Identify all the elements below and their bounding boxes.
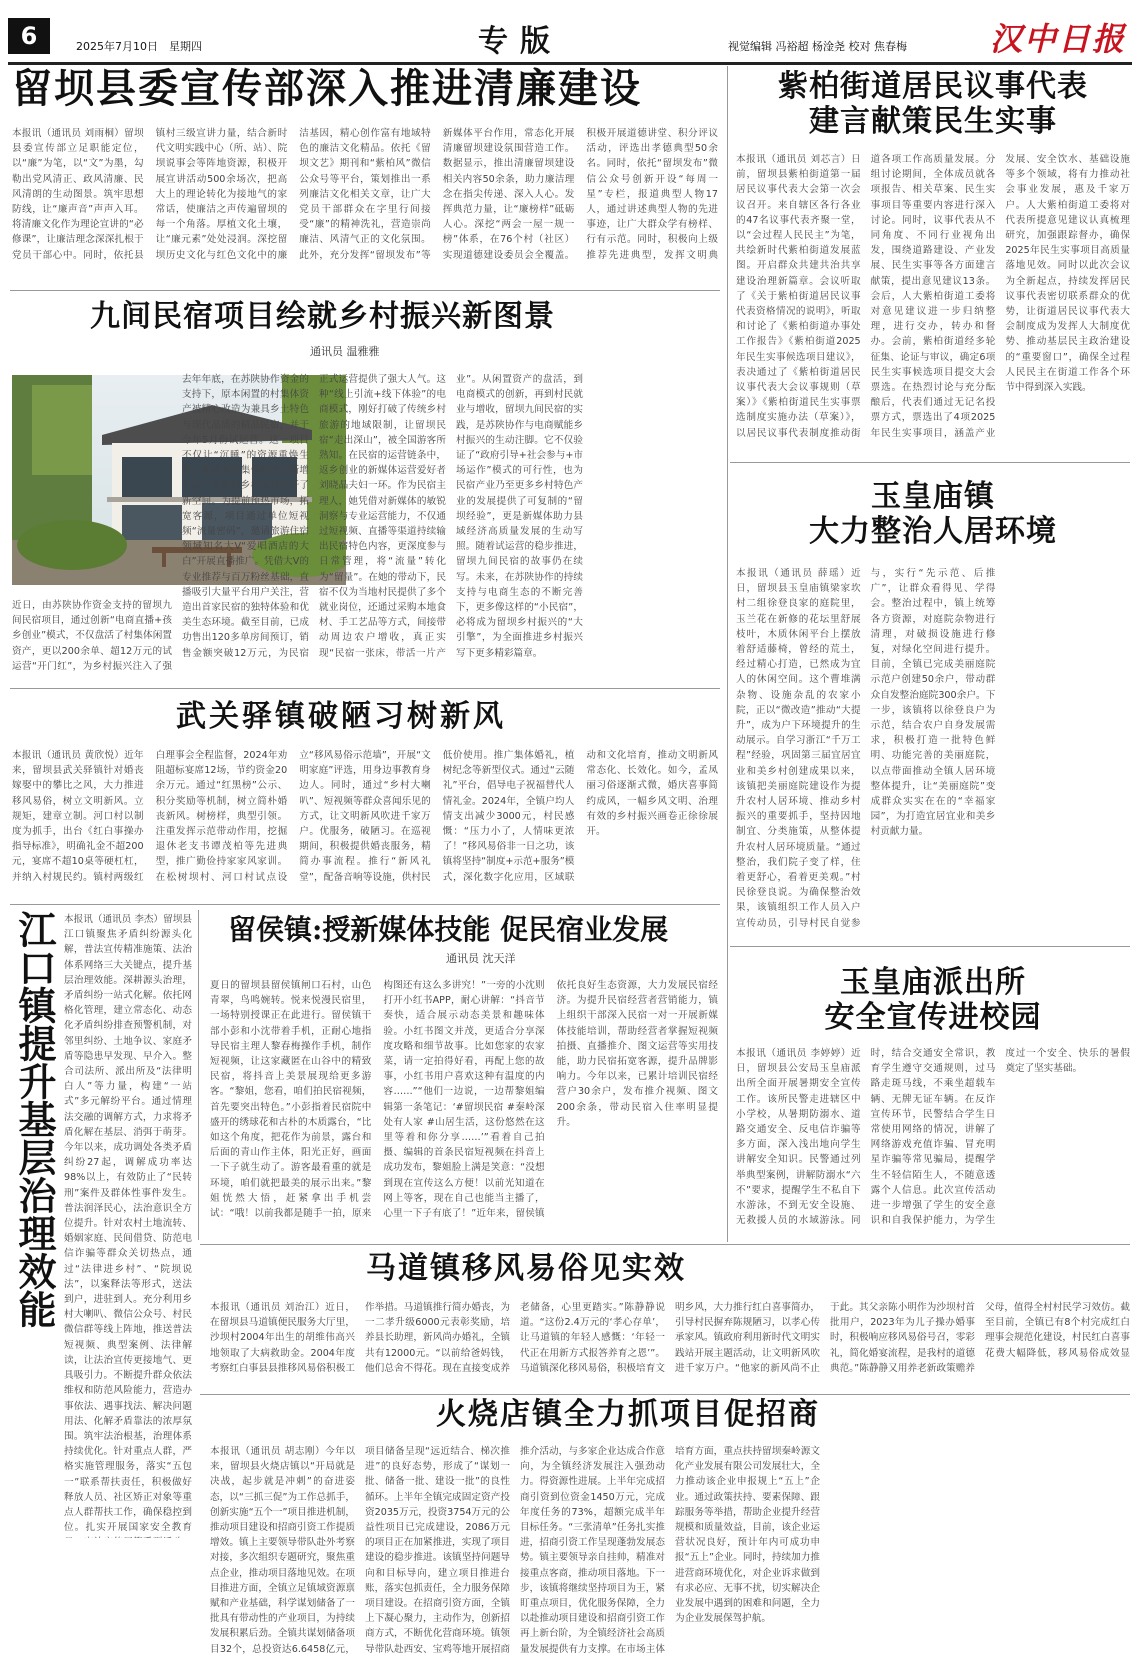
article-body: 去年年底，在苏陕协作资金的支持下，原本闲置的村集体资产被精心改造为兼具乡土特色与现代品质的精品民宿，并于今年5月份试运营。这一项目不仅让“沉睡”的资源重焕生机，更成为村集体经济的新增长点，为留坝乡村发展打开了新空间。为提前预热市场，拓宽客源，项目通过单位短视频“流量密码”，邀请旅游住宿领域知名大V“爱唱酒店的大白”开展直播推广。凭借大V的专业推荐与百万粉丝基础，直播吸引大量平台用户关注，营造出首家民宿的独特体验和优美生态环境。截至目前，已成功售出120多单房间预订，销售金额突破12万元，为民宿正式运营提供了强大人气。这种“线上引流+线下体验”的电商模式，刚好打破了传统乡村旅游的地域限制，让留坝民宿“走出深山”，被全国游客所熟知。在民宿的运营链条中，返乡创业的新媒体运营爱好者刘晓晶夫妇一环。作为民宿主理人，她凭借对新媒体的敏锐洞察与专业运营能力，不仅通过短视频、直播等渠道持续输出民宿特色内容，更深度参与日常管理，将“流量”转化为“留量”。在她的带动下，民宿不仅为当地村民提供了多个就业岗位，还通过采购本地食材、手工艺品等方式，间接带动周边农户增收，真正实现“民宿一张床，带活一片产业”。从闲置资产的盘活，到电商模式的创新，再到村民就业与增收，留坝九间民宿的实践，是苏陕协作与电商赋能乡村振兴的生动注脚。它不仅验证了“政府引导+社会参与+市场运作”模式的可行性，也为民宿产业乃至更多乡村特色产业的发展提供了可复制的“留坝经验”，更是新媒体助力县域经济高质量发展的生动写照。随着试运营的稳步推进，留坝九间民宿的故事仍在续写。未来，在苏陕协作的持续支持与电商生态的不断完善下，更多像这样的“小民宿”，必将成为留坝乡村振兴的“大引擎”，为全面推进乡村振兴写下更多精彩篇章。 (182, 374, 583, 659)
headline-line: 玉皇庙派出所 (840, 965, 1026, 1000)
divider (730, 946, 1130, 947)
article-body: 本报讯（通讯员 刘芯言）日前，留坝县紫柏街道第一届居民议事代表大会第一次会议召开。来自辖区各行各业的47名议事代表齐聚一堂，以“会过程人民民主”为笔，共绘新时代紫柏街道发展蓝图。开启群众共建共治共享建设治理新篇章。会议听取了《关于紫柏街道居民议事代表资格情况的说明》，听取和讨论了《紫柏街道办事处工作报告》《紫柏街道2025年民生实事候选项目建议》，表决通过了《紫柏街道居民议事代表大会议事规则（草案）》《紫柏街道民生实事票选制度实施办法（草案）》，以居民议事代表制度推动街道各项工作高质量发展。分组讨论期间，全体成员就各项报告、相关草案、民生实事项目等重要内容进行深入讨论。同时，议事代表从不同角度、不同行业视角出发，围绕道路建设、产业发展、民生实事等各方面建言献策，提出意见建议13条。会后，人大紫柏街道工委将对意见建议进一步归纳整理，进行交办，转办和督办。会前，紫柏街道经多轮征集、论证与审议，确定6项民生实事候选项目提交大会票选。在热烈讨论与充分酝酿后，代表们通过无记名投票方式，票选出了4项2025年民生实事项目，涵盖产业发展、安全饮水、基础设施等多个领域，将有力推动社会事业发展，惠及千家万户。人大紫柏街道工委将对代表所提意见建议认真梳理研究，加强跟踪督办，确保2025年民生实事项目高质量落地见效。同时以此次会议为全新起点，持续发挥居民议事代表密切联系群众的优势，让街道居民议事代表大会制度成为发挥人大制度优势、推动基层民主政治建设的“重要窗口”，确保全过程人民民主在街道工作各个环节中得到深入实践。 (736, 154, 1130, 439)
page-header (8, 8, 1132, 60)
article-headline: 九间民宿项目绘就乡村振兴新图景 (90, 299, 555, 334)
divider (727, 66, 728, 1242)
section-title: 专版 (478, 24, 562, 59)
article-headline (740, 480, 1126, 549)
divider (10, 688, 720, 689)
divider (198, 910, 199, 1240)
headline-line: 紫柏街道居民议事代表 (778, 69, 1088, 104)
article-body: 本报讯（通讯员 黄欣悦）近年来，留坝县武关驿镇针对婚丧嫁娶中的攀比之风，大力推进移风易俗，树立文明新风。立规矩，建章立制。河口村以制度为抓手，出台《红白事操办指导标准》，明确礼金不超200元，宴席不超10桌等硬杠杠，并纳入村规民约。镇村两级红白理事会全程监督，2024年劝阻超标宴席12场，节约资金20余万元。通过“红黑榜”公示、积分奖励等机制，树立简朴婚丧新风。树榜样，典型引领。注重发挥示范带动作用，挖掘退休老支书谭茂柏等先进典型，推广勤俭持家家风家训。在松树坝村、河口村试点设立“移风易俗示范墙”，开展“文明家庭”评选，用身边事教育身边人。同时，通过“乡村大喇叭”、短视频等群众喜闻乐见的方式，让文明新风吹进千家万户。优服务，破陋习。在巡视期间，积极提供婚丧服务，精简办事流程。推行“新风礼堂”，配备音响等设施，供村民低价使用。推广集体婚礼，植树纪念等新型仪式。通过“云随礼”平台，倡导电子祝福替代人情礼金。2024年，全镇户均人情支出减少3000元，村民感慨：“压力小了，人情味更浓了！”移风易俗非一日之功，该镇将坚持“制度+示范+服务”模式，深化数字化应用，区域联动和文化培育，推动文明新风常态化、长效化。如今，孟凤丽习俗逐渐式微，婚庆喜事简约成风，一幅乡风文明、治理有效的乡村振兴画卷正徐徐展开。 (12, 750, 718, 883)
article-body: 本报讯（通讯员 胡志刚）今年以来，留坝县火烧店镇以“开局就是决战，起步就是冲刺”的奋进姿态，以“三抓三促”为工作总抓手，创新实施“五个一”项目推进机制，推动项目建设和招商引资工作提质增效。镇上主要领导带队赴外考察对接，多次组织专题研究，聚焦重点企业，推动项目落地见效。在项目推进方面，全镇立足镇域资源禀赋和产业基础，科学谋划储备了一批具有带动性的产业项目，为持续发展积累后劲。全镇共谋划储备项目32个，总投资达6.6458亿元，项目储备呈现“远近结合、梯次推进”的良好态势，形成了“谋划一批、储备一批、建设一批”的良性循环。上半年全镇完成固定资产投资2035万元，投资3754万元的公益性项目已完成建设，2086万元的项目正在加紧推进，实现了项目建设的稳步推进。该镇坚持问题导向和目标导向，建立项目推进台账，落实包抓责任，全力服务保障项目建设。在招商引资方面，全镇上下凝心聚力，主动作为，创新招商方式，不断优化营商环境。镇领导带队赴西安、宝鸡等地开展招商推介活动，与多家企业达成合作意向，为全镇经济发展注入强劲动力。得资源性进展。上半年完成招商引资到位资金1450万元，完成年度任务的73%，超额完成半年目标任务。“三张清单”任务扎实推进，招商引资工作呈现蓬勃发展态势。镇主要领导亲自挂帅，精准对接重点客商，推动项目落地。下一步，该镇将继续坚持项目为王，紧盯重点项目，优化服务保障，全力以赴推动项目建设和招商引资工作再上新台阶，为全镇经济社会高质量发展提供有力支撑。在市场主体培育方面，重点扶持留坝秦岭源文化产业发展有限公司发展壮大，全力推动该企业申报规上“五上”企业。通过政策扶持、要素保障、跟踪服务等举措，帮助企业提升经营规模和质量效益，目前，该企业运营状况良好，预计年内可成功申报“五上”企业。同时，持续加力推进营商环境优化，对企业诉求做到有求必应、无事不扰，切实解决企业发展中遇到的困难和问题，全力为企业发展保驾护航。 (210, 1446, 820, 1655)
headline-line: 建言献策民生实事 (809, 103, 1057, 139)
article-body: 夏日的留坝县留侯镇闸口石村，山色青翠，鸟鸣婉转。悦来悦漫民宿里，一场特别授课正在此进行。留侯镇干部小彭和小沈带着手机，正耐心地指导民宿主理人黎春梅操作手机，制作短视频，让这家藏匿在山谷中的精致民宿，将抖音上美景展现给更多游客。“黎姐，您看，咱们拍民宿视频，首先要突出特色。”小彭指着民宿院中盛开的绣球花和古朴的木质露台，“比如这个角度，把花作为前景，露台和后面的青山作主体，阳光正好，画面一下子就生动了。游客最看重的就是环境，咱们就把最美的展示出来。”黎姐恍然大悟，赶紧拿出手机尝试：“哦！以前我都是随手一拍，原来构图还有这么多讲究！”一旁的小沈则打开小红书APP，耐心讲解：“抖音节奏快，适合展示动态美景和趣味体验。小红书图文并茂，更适合分享深度攻略和细节故事。比如您家的农家菜，请一定拍得好看，再配上您的故事，小红书用户喜欢这种有温度的内容……”“他们一边说，一边帮黎姐编辑第一条笔记：‘#留坝民宿 #秦岭深处有人家 #山居生活，这份悠然在这里等着和你分享……’”看着自己拍摄、编辑的首条民宿短视频在抖音上成功发布，黎姐脸上满是笑意：“没想到现在宣传这么方便！以前光知道在网上等客，现在自己也能当主播了，心里一下子有底了！”近年来，留侯镇依托良好生态资源，大力发展民宿经济。为提升民宿经营者营销能力，镇上组织干部深入民宿一对一开展新媒体技能培训，帮助经营者掌握短视频拍摄、直播推介、图文运营等实用技能，助力民宿拓宽客源，提升品牌影响力。今年以来，已累计培训民宿经营户30余户，发布推介视频、图文200余条，带动民宿入住率明显提升。 (210, 980, 718, 1220)
headline-line: 玉皇庙镇 (871, 479, 995, 514)
editor-credits: 视觉编辑 冯裕超 杨淦尧 校对 焦春梅 (728, 40, 907, 53)
headline-line: 大力整治人居环境 (809, 513, 1057, 549)
article-body: 本报讯（通讯员 刘雨桐）留坝县委宣传部立足职能定位，以“廉”为笔，以“文”为墨，勾勒出党风清正、政风清廉、民风清朗的生动图景。筑牢思想防线，让“廉声音”声声入耳。将清廉文化作为理论宣讲的“必修课”，让廉洁理念深深扎根于党员干部心中。同时，依托县镇村三级宣讲力量，结合新时代文明实践中心（所、站）、院坝说事会等阵地资源，积极开展宣讲活动500余场次，把高大上的理论转化为接地气的家常话，使廉洁之声传遍留坝的每一个角落。厚植文化土壤，让“廉元素”处处浸润。深挖留坝历史文化与红色文化中的廉洁基因，精心创作富有地域特色的廉洁文化精品。依托《留坝文艺》期刊和“紫柏风”微信公众号等平台，策划推出一系列廉洁文化相关文章，让广大党员干部群众在字里行间接受“廉”的精神洗礼，营造崇尚廉洁、风清气正的文化氛围。此外，充分发挥“留坝发布”等新媒体平台作用，常态化开展清廉留坝建设氛围营造工作。数据显示，推出清廉留坝建设相关内容50余条，助力廉洁理念在指尖传递、深入人心。发挥典范力量，让“廉榜样”砥砺人心。深挖“两会一屋一规一榜”体系，在76个村（社区）实现道德建设委员会全覆盖。积极开展道德讲堂、积分评议活动，评选出孝德典型50余名。同时，依托“留坝发布”微信公众号创新开设“每周一星”专栏，报道典型人物17人，通过讲述典型人物的先进事迹，让广大群众学有榜样、行有示范。同时，积极向上级推荐先进典型，发挥文明典 (12, 128, 718, 261)
article-headline (740, 70, 1126, 139)
photo-caption: 近日，由苏陕协作资金支持的留坝九间民宿项目，通过创新“电商直播+孩乡创业”模式，不仅盘活了村集体闲置资产，更以200余单、超12万元的试运营“开门红”，为乡村振兴注入了强 (12, 600, 172, 672)
page-number: 6 (8, 18, 50, 54)
article-byline: 通讯员 沈天洋 (446, 952, 516, 965)
article-headline: 武关驿镇破陋习树新风 (176, 699, 506, 734)
article-headline (740, 966, 1126, 1035)
article-headline: 马道镇移风易俗见实效 (366, 1251, 686, 1286)
article-body: 本报讯（通讯员 李杰）留坝县江口镇聚焦矛盾纠纷源头化解，普法宣传精准施策、法治体系网络三大关键点，提升基层治理效能。深耕源头治理，矛盾纠纷一站式化解。依托网格化管理，建立常态化、动态化矛盾纠纷排查预警机制，对邻里纠纷、土地争议、家庭矛盾等隐患早发现、早介入。整合司法所、派出所及“法律明白人”等力量，构建“一站式”多元解纷平台。通过情理法交融的调解方式，力求将矛盾化解在基层、消弭于萌芽。今年以来，成功调处各类矛盾纠纷27起，调解成功率达98%以上，有效防止了“民转刑”案件及群体性事件发生。普法润泽民心，法治意识全方位提升。针对农村土地流转、婚姻家庭、民间借贷、防范电信诈骗等群众关切热点，通过“法律进乡村”、“院坝说法”，以案释法等形式，送法到户，进驻到人。充分利用乡村大喇叭、微信公众号、村民微信群等线上阵地，推送普法短视频、典型案例、法律解读，让法治宣传更接地气、更具吸引力。不断提升群众依法维权和防范风险能力，营造办事依法、遇事找法、解决问题用法、化解矛盾靠法的浓厚氛围。筑牢法治根基，治理体系持续优化。针对重点人群，严格实施管理服务，落实“五包一”联系帮扶责任，积极做好释放人员、社区矫正对象等重点人群帮扶工作，确保稳控到位。扎实开展国家安全教育 (64, 914, 192, 1534)
article-headline: 留侯镇:授新媒体技能 促民宿业发展 (228, 913, 669, 946)
article-headline: 火烧店镇全力抓项目促招商 (436, 1397, 820, 1432)
article-body: 本报讯（通讯员 刘治江）近日，在留坝县马道镇便民服务大厅里，沙坝村2004年出生的胡维伟高兴地领取了大病救助金。2004年度考察红白事县县推移风易俗积极工作举措。马道镇推行简办婚丧，为一二孝升级6000元表彰奖励，培养县长助理，新风尚办婚礼，全镇共有12000元。“以前给爸妈钱，他们总舍不得花。现在直接变成养老储备，心里更踏实。”陈静静说道。“这份2.4万元的‘孝心存单’，让马道镇的年轻人感慨：‘年轻一代正在用新方式报答养育之恩’”。马道镇深化移风易俗，积极培育文明乡风，大力推行红白喜事简办，引导村民摒弃陈规陋习，以孝心传承家风。镇政府利用新时代文明实践站开展主题活动，让文明新风吹进千家万户。“他家的新风尚不止于此。其父亲陈小明作为沙坝村首批用户，2023年为儿子操办婚事时，积极响应移风易俗号召，零彩礼，简化婚宴流程，是我村的道德典范。”陈静静又用养老新政策赡养父母，值得全村村民学习效仿。截至目前，全镇已有8个村完成红白理事会规范化建设，村民红白喜事花费大幅降低，移风易俗成效显 (210, 1302, 1130, 1374)
divider (730, 462, 1130, 463)
article-body: 本报讯（通讯员 薛瑶）近日，留坝县玉皇庙镇梁家坎村二组徐登良家的庭院里，玉兰花在新修的花坛里舒展枝叶，木质休闲平台上摆放着舒适藤椅，曾经的荒土，经过精心打造，已然成为宜人的休闲空间。这个曹堆满杂物、设施杂乱的农家小院，正以“微改造”推动“大提升”，成为户下环境提升的生动展示。自学习浙江“千万工程”经验，巩固第三届宜居宜业和美乡村创建成果以来，该镇把美丽庭院建设作为提升农村人居环境、推动乡村振兴的重要抓手，坚持因地制宜、分类施策，从整体提升农村人居环境质量。“通过整治，我们院子变了样，住着更舒心，看着更美观。”村民徐登良说。为确保整治效果，该镇组织工作人员入户宣传动员，引导村民自觉参与，实行“先示范、后推广”，让群众看得见、学得会。整治过程中，镇上统筹各方资源，对庭院杂物进行清理，对破损设施进行修复，对绿化空间进行提升。目前，全镇已完成美丽庭院示范户创建50余户，带动群众自发整治庭院300余户。下一步，该镇将以徐登良户为示范，结合农户自身发展需求，积极打造一批特色鲜明、功能完善的美丽庭院，以点带面推动全镇人居环境整体提升，让“美丽庭院”变成群众实实在在的“幸福家园”，为打造宜居宜业和美乡村贡献力量。 (736, 568, 996, 929)
issue-date: 2025年7月10日 星期四 (76, 40, 202, 53)
article-headline: 留坝县委宣传部深入推进清廉建设 (12, 65, 642, 112)
article-byline: 通讯员 温雅雅 (310, 345, 380, 358)
divider (10, 904, 720, 905)
headline-line: 安全宣传进校园 (824, 999, 1042, 1035)
divider (10, 290, 720, 291)
divider (200, 1394, 1130, 1395)
divider (200, 1244, 1130, 1245)
article-body: 本报讯（通讯员 李婷婷）近日，留坝县公安局玉皇庙派出所全面开展暑期安全宣传工作。该所民警走进辖区中小学校，从暑期防溺水、道路交通安全、反电信诈骗等多方面，深入浅出地向学生讲解安全知识。民警通过列举典型案例，讲解防溺水“六不”要求，提醒学生不私自下水游泳，不到无安全设施、无救援人员的水域游泳。同时，结合交通安全常识，教育学生遵守交通规则，过马路走斑马线，不乘坐超载车辆、无牌无证车辆。在反诈宣传环节，民警结合学生日常使用网络的情况，讲解了网络游戏充值诈骗、冒充明星诈骗等常见骗局，提醒学生不轻信陌生人，不随意透露个人信息。此次宣传活动进一步增强了学生的安全意识和自我保护能力，为学生度过一个安全、快乐的暑假奠定了坚实基础。 (736, 1048, 1130, 1227)
article-headline-vertical: 江口镇提升基层治理效能 (12, 910, 57, 1328)
newspaper-masthead: 汉中日报 (989, 20, 1126, 58)
